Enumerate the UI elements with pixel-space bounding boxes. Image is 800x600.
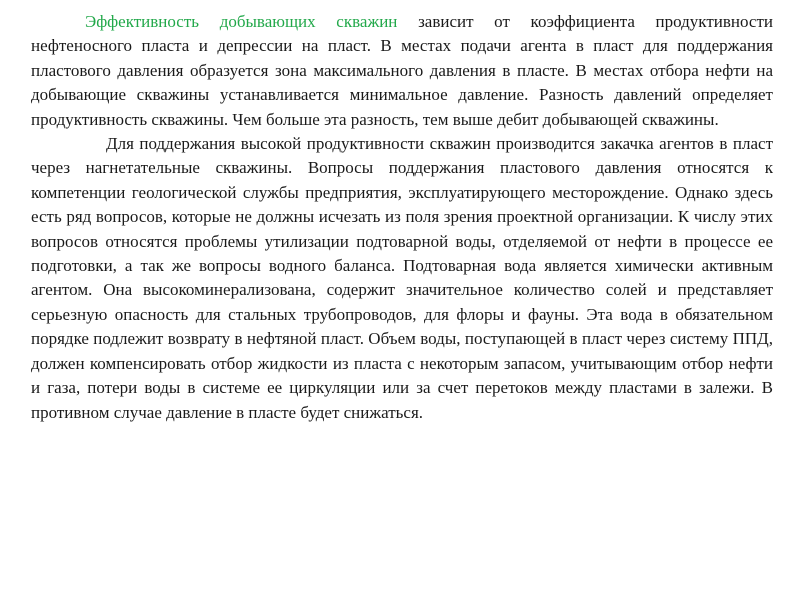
highlighted-lead-text: Эффективность добывающих скважин (85, 12, 398, 31)
paragraph-1-text: зависит от коэффициента продуктивности нефтеносного пласта и депрессии на пласт. В местах подачи агента в пласт для поддержания пластового давления образуется зона максимального давления в пласте. В местах отбора нефти на добывающие скважины устанавливается минимальное давление. Разность давлений определяет продуктивность скважины. Чем больше эта разность, тем выше дебит добывающей скважины. (31, 12, 773, 129)
paragraph-1 (31, 10, 773, 132)
document-body (31, 10, 773, 425)
paragraph-2: Для поддержания высокой продуктивности скважин производится закачка агентов в пласт через нагнетательные скважины. Вопросы поддержания пластового давления относятся к компетенции геологической службы предприятия, эксплуатирующего месторождение. Однако здесь есть ряд вопросов, которые не должны исчезать из поля зрения проектной организации. К числу этих вопросов относятся проблемы утилизации подтоварной воды, отделяемой от нефти в процессе ее подготовки, а так же вопросы водного баланса. Подтоварная вода является химически активным агентом. Она высокоминерализована, содержит значительное количество солей и представляет серьезную опасность для стальных трубопроводов, для флоры и фауны. Эта вода в обязательном порядке подлежит возврату в нефтяной пласт. Объем воды, поступающей в пласт через систему ППД, должен компенсировать отбор жидкости из пласта с некоторым запасом, учитывающим отбор нефти и газа, потери воды в системе ее циркуляции или за счет перетоков между пластами в залежи. В противном случае давление в пласте будет снижаться. (31, 134, 773, 422)
